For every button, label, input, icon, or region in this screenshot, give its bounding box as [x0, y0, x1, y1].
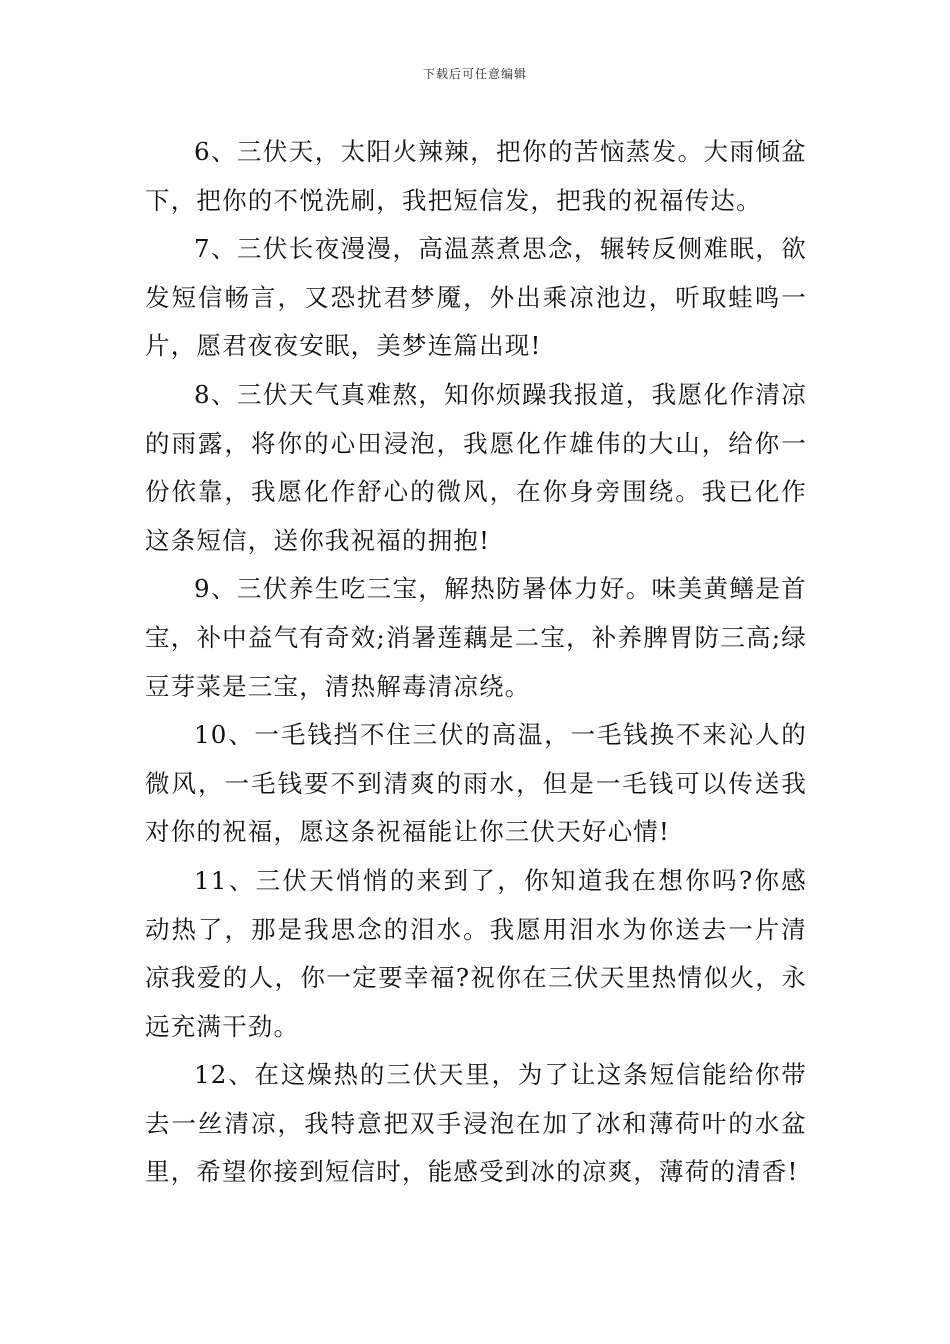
paragraph-10: 10、一毛钱挡不住三伏的高温，一毛钱换不来沁人的微风，一毛钱要不到清爽的雨水，但是一毛钱可以传送我对你的祝福，愿这条祝福能让你三伏天好心情! — [145, 720, 807, 847]
paragraph-12: 12、在这燥热的三伏天里，为了让这条短信能给你带去一丝清凉，我特意把双手浸泡在加了冰和薄荷叶的水盆里，希望你接到短信时，能感受到冰的凉爽，薄荷的清香! — [145, 1060, 807, 1187]
paragraph-6: 6、三伏天，太阳火辣辣，把你的苦恼蒸发。大雨倾盆下，把你的不悦洗刷，我把短信发，把我的祝福传达。 — [145, 137, 807, 215]
paragraph-8: 8、三伏天气真难熬，知你烦躁我报道，我愿化作清凉的雨露，将你的心田浸泡，我愿化作雄伟的大山，给你一份依靠，我愿化作舒心的微风，在你身旁围绕。我已化作这条短信，送你我祝福的拥抱! — [145, 379, 807, 555]
paragraph-11: 11、三伏天悄悄的来到了，你知道我在想你吗?你感动热了，那是我思念的泪水。我愿用泪水为你送去一片清凉我爱的人，你一定要幸福?祝你在三伏天里热情似火，永远充满干劲。 — [145, 865, 807, 1041]
paragraph-7: 7、三伏长夜漫漫，高温蒸煮思念，辗转反侧难眠，欲发短信畅言，又恐扰君梦魇，外出乘凉池边，听取蛙鸣一片，愿君夜夜安眠，美梦连篇出现! — [145, 234, 807, 361]
paragraph-9: 9、三伏养生吃三宝，解热防暑体力好。味美黄鳝是首宝，补中益气有奇效;消暑莲藕是二宝，补养脾胃防三高;绿豆芽菜是三宝，清热解毒清凉绕。 — [145, 574, 807, 701]
document-body — [145, 128, 807, 1197]
header-note: 下载后可任意编辑 — [422, 67, 527, 81]
